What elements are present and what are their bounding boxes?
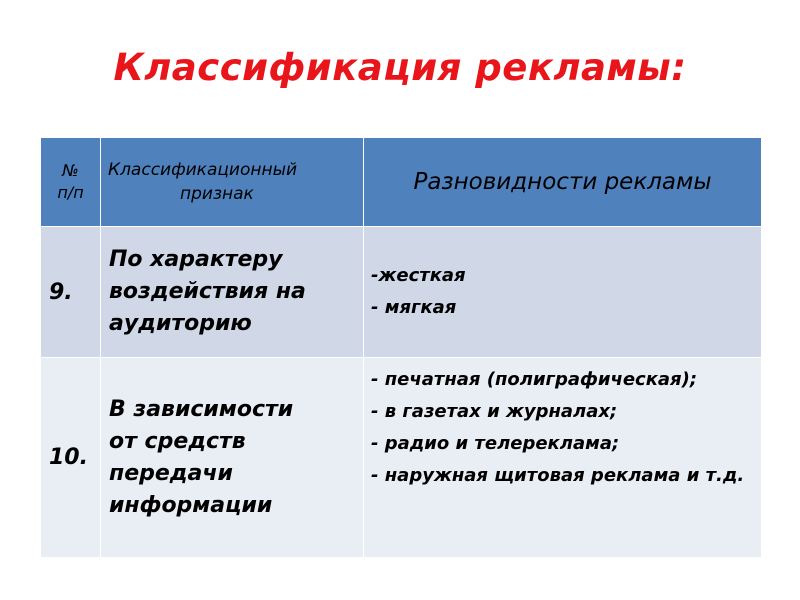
row-sign-line: передачи xyxy=(109,460,233,486)
slide-title: Классификация рекламы: xyxy=(113,46,687,89)
row-sign-line: от средств xyxy=(109,428,246,454)
kind-item: - мягкая xyxy=(371,297,457,318)
row-number: 10. xyxy=(41,358,101,558)
header-number-line1: № xyxy=(62,161,79,180)
kind-item: - наружная щитовая реклама и т.д. xyxy=(371,465,745,486)
row-sign-line: По характеру xyxy=(109,247,283,272)
header-kinds: Разновидности рекламы xyxy=(364,138,762,227)
header-sign-line1: Классификационный xyxy=(108,160,298,180)
classification-table xyxy=(40,137,762,558)
header-number-line2: п/п xyxy=(57,183,84,202)
row-number: 9. xyxy=(41,227,101,358)
table-row xyxy=(41,358,762,558)
row-sign xyxy=(101,358,364,558)
row-kinds xyxy=(364,227,762,358)
row-sign-line: воздействия на xyxy=(109,279,306,304)
row-sign-line: В зависимости xyxy=(109,396,294,422)
row-sign-line: информации xyxy=(109,492,273,518)
table-row xyxy=(41,227,762,358)
kind-item: - печатная (полиграфическая); xyxy=(371,369,698,390)
kind-item: - в газетах и журналах; xyxy=(371,401,618,422)
kind-item: - радио и телереклама; xyxy=(371,433,620,454)
header-sign-line2: признак xyxy=(180,184,254,204)
row-sign xyxy=(101,227,364,358)
kind-item: -жесткая xyxy=(371,265,466,286)
row-kinds xyxy=(364,358,762,558)
table-header-row xyxy=(41,138,762,227)
header-number xyxy=(41,138,101,227)
header-sign xyxy=(101,138,364,227)
row-sign-line: аудиторию xyxy=(109,311,252,336)
